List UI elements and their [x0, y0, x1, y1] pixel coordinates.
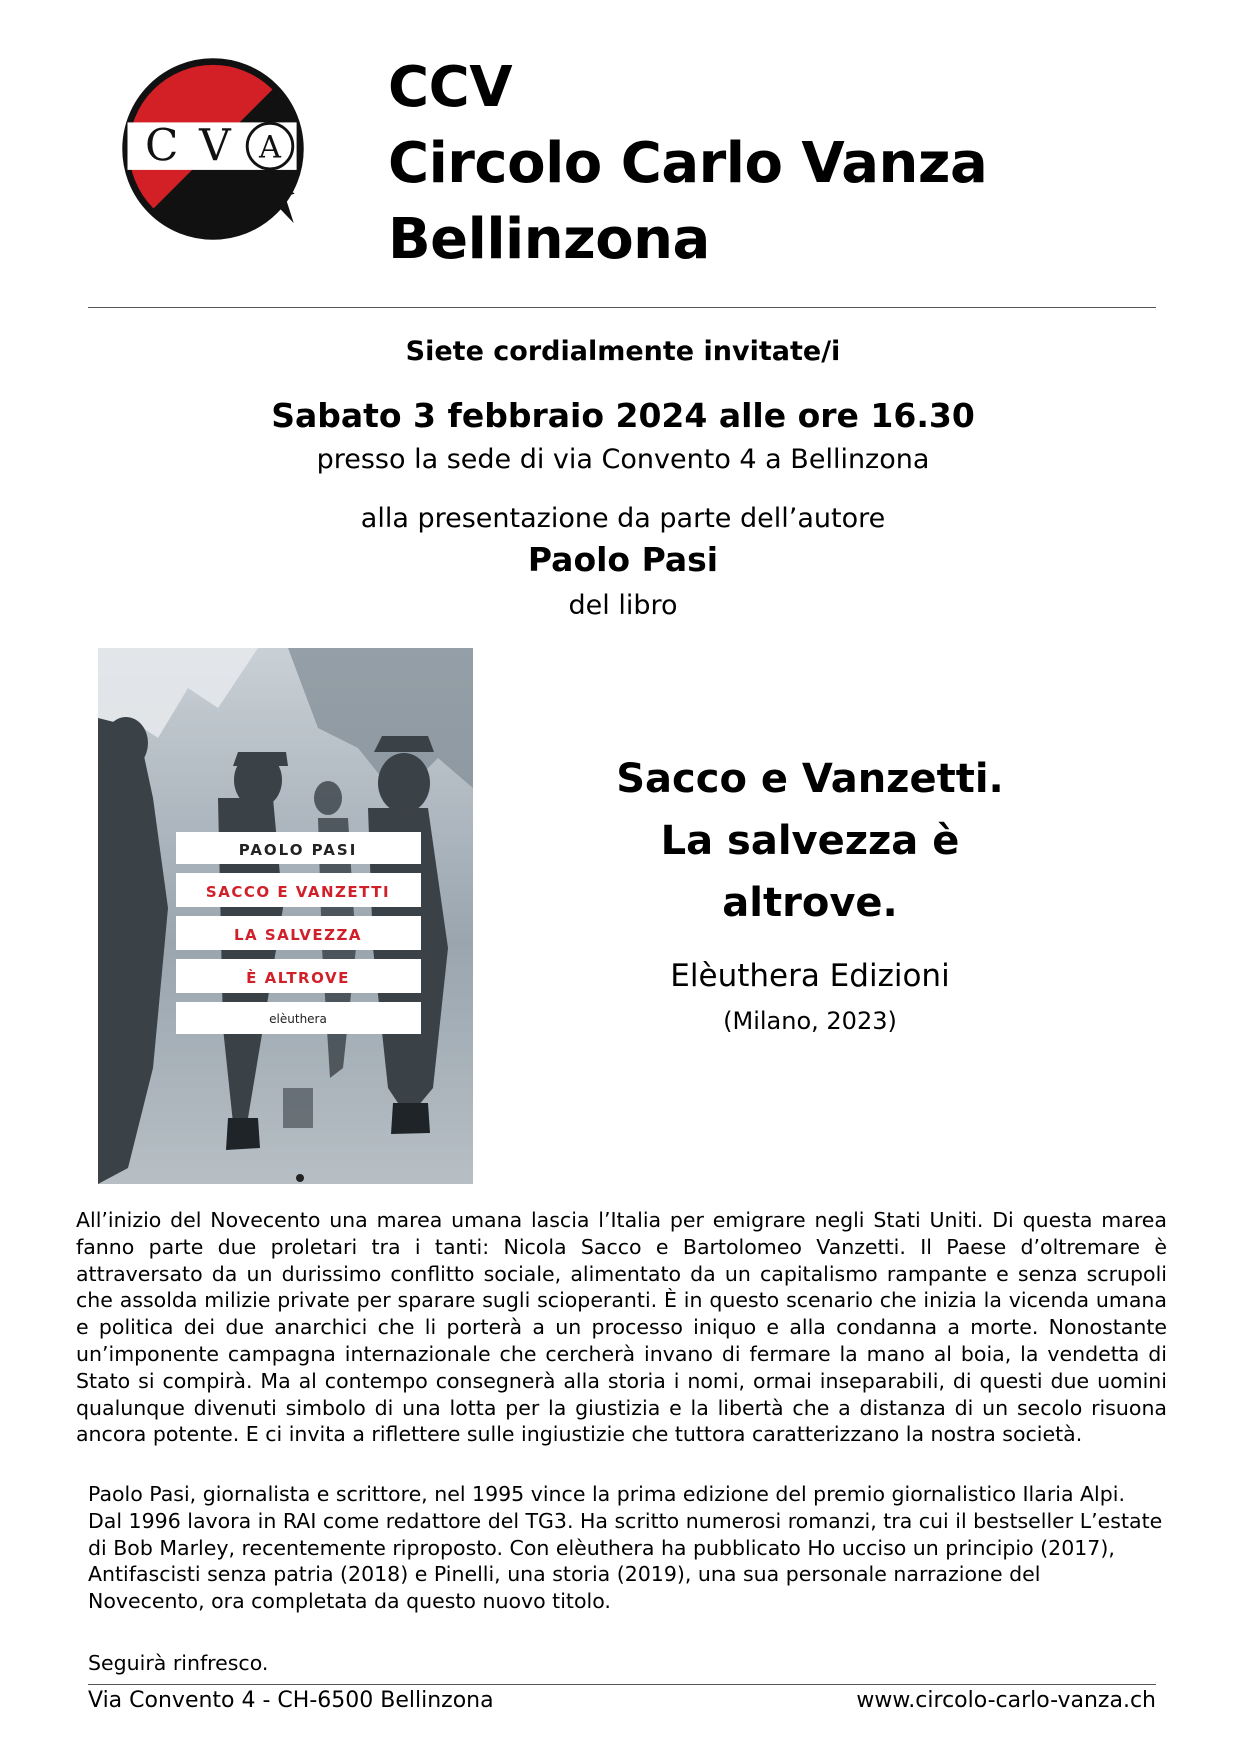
event-date: Sabato 3 febbraio 2024 alle ore 16.30 — [271, 396, 975, 435]
cover-author: PAOLO PASI — [238, 841, 358, 859]
footer-address: Via Convento 4 - CH-6500 Bellinzona — [88, 1688, 494, 1713]
cover-title-line1: SACCO E VANZETTI — [205, 883, 391, 901]
author-name: Paolo Pasi — [527, 540, 719, 579]
footer-website[interactable]: www.circolo-carlo-vanza.ch — [856, 1688, 1156, 1713]
presentation-intro: alla presentazione da parte dell’autore — [360, 503, 886, 534]
header-acronym: CCV — [388, 55, 513, 120]
book-title-line: La salvezza è — [660, 818, 960, 864]
logo-letter-c: C — [144, 120, 179, 172]
book-label: del libro — [568, 590, 678, 621]
cover-title-line2: LA SALVEZZA — [233, 926, 363, 944]
header-name: Circolo Carlo Vanza — [388, 131, 988, 196]
book-title-line: altrove. — [722, 880, 898, 926]
closing-note: Seguirà rinfresco. — [88, 1651, 269, 1675]
book-cover — [98, 648, 473, 1184]
cva-logo — [118, 54, 308, 244]
logo-letter-v: V — [199, 120, 231, 172]
book-publisher: Elèuthera Edizioni — [670, 958, 950, 994]
book-title — [580, 748, 1040, 934]
book-title-line: Sacco e Vanzetti. — [616, 756, 1004, 802]
event-venue: presso la sede di via Convento 4 a Bellinzona — [316, 444, 930, 475]
footer-divider — [88, 1684, 1156, 1685]
header-city: Bellinzona — [388, 207, 710, 272]
cover-title-line3: È ALTROVE — [246, 969, 350, 987]
book-summary: All’inizio del Novecento una marea umana lascia l’Italia per emigrare negli Stati Uniti. Di questa marea fanno parte due proletari tra i tanti: Nicola Sacco e Bartolomeo Vanzetti. Il Paese d’oltremare è attraversato da un durissimo conflitto sociale, alimentato da un capitalismo rampante e senza scrupoli che assolda milizie private per sparare sugli scioperanti. È in questo scenario che inizia la vicenda umana e politica dei due anarchici che li porterà a un processo iniquo e alla condanna a morte. Nonostante un’imponente campagna internazionale che cercherà invano di fermare la mano al boia, la vendetta di Stato si compirà. Ma al contempo consegnerà alla storia i nomi, ormai inseparabili, di questi due uomini qualunque divenuti simbolo di una lotta per la giustizia e la libertà che a distanza di un secolo risuona ancora potente. E ci invita a riflettere sulle ingiustizie che tuttora caratterizzano la nostra società. — [76, 1208, 1167, 1447]
logo-letter-a: A — [259, 130, 281, 166]
invitation-greeting: Siete cordialmente invitate/i — [405, 336, 841, 367]
organization-header — [388, 50, 987, 278]
book-publication-info: (Milano, 2023) — [723, 1007, 897, 1035]
header-divider — [88, 307, 1156, 308]
cover-publisher: elèuthera — [269, 1012, 327, 1026]
author-bio: Paolo Pasi, giornalista e scrittore, nel 1995 vince la prima edizione del premio giornalistico Ilaria Alpi. Dal 1996 lavora in RAI come redattore del TG3. Ha scritto numerosi romanzi, tra cui il bestseller L’estate di Bob Marley, recentemente riproposto. Con elèuthera ha pubblicato Ho ucciso un principio (2017), Antifascisti senza patria (2018) e Pinelli, una storia (2019), una sua personale narrazione del Novecento, ora completata da questo nuovo titolo. — [88, 1482, 1163, 1614]
